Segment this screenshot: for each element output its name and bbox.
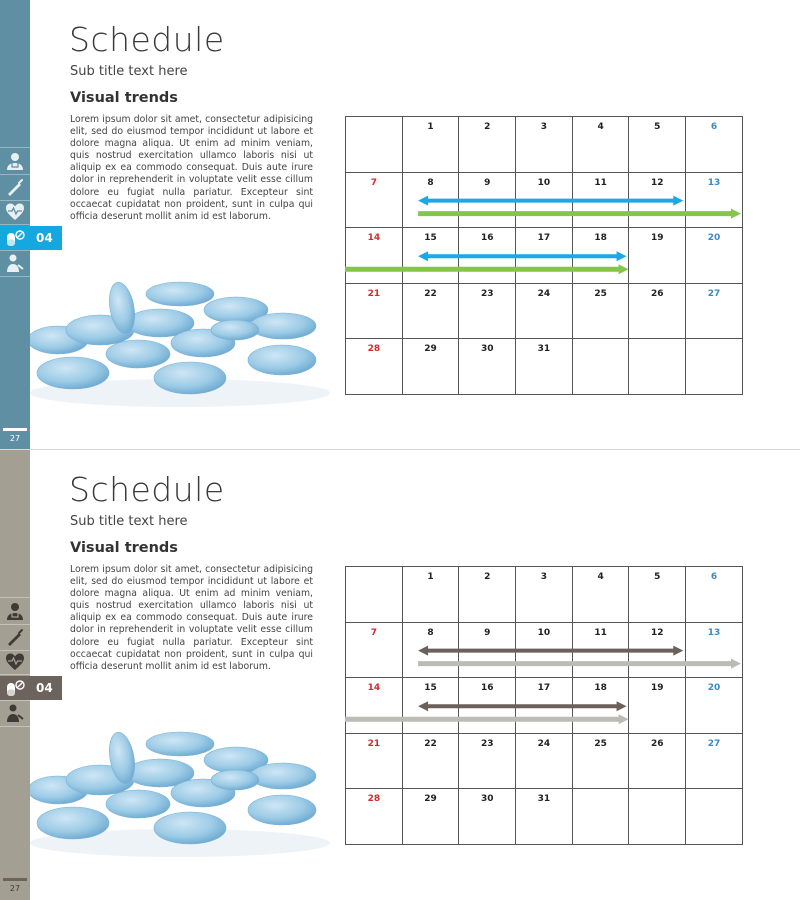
- section-heading: Visual trends: [70, 540, 178, 556]
- calendar-cell: 11: [572, 172, 629, 228]
- calendar-week: [346, 789, 743, 845]
- nav-divider: [0, 224, 30, 225]
- calendar-cell: 4: [572, 117, 629, 173]
- calendar-cell: 7: [346, 622, 403, 678]
- calendar-cell: 13: [686, 172, 743, 228]
- calendar-cell: 1: [402, 567, 459, 623]
- calendar-cell: 27: [686, 283, 743, 339]
- calendar-cell: [346, 117, 403, 173]
- sidebar: [0, 450, 53, 900]
- body-paragraph: Lorem ipsum dolor sit amet, consectetur adipisicing elit, sed do eiusmod tempor incididunt ut labore et dolore magna aliqua. Ut enim ad minim veniam, quis nostrud exercitation ullamco laboris nisi ut aliquip ex ea commodo consequat. Duis aute irure dolor in reprehenderit in voluptate velit esse cillum dolore eu fugiat nulla pariatur. Excepteur sint occaecat cupidatat non proident, sunt in culpa qui officia deserunt mollit anim id est laborum.: [70, 564, 313, 672]
- calendar-cell: 3: [516, 567, 573, 623]
- calendar-cell: 30: [459, 339, 516, 395]
- nav-divider: [0, 597, 30, 598]
- calendar-week: [346, 283, 743, 339]
- calendar-cell: 20: [686, 228, 743, 284]
- scalpel-icon[interactable]: [3, 176, 27, 198]
- calendar-grid: [345, 566, 743, 845]
- nav-divider: [0, 726, 30, 727]
- patient-icon[interactable]: [3, 252, 27, 274]
- pills-icon: [0, 226, 30, 250]
- nav-divider: [0, 700, 30, 701]
- page-indicator-bar: [3, 878, 27, 881]
- calendar-cell: 7: [346, 172, 403, 228]
- pills-icon: [0, 676, 30, 700]
- calendar-cell: 17: [516, 228, 573, 284]
- active-nav-number: 04: [36, 231, 53, 245]
- heart-pulse-icon[interactable]: [3, 651, 27, 673]
- scalpel-icon[interactable]: [3, 626, 27, 648]
- slide-2: [0, 450, 800, 900]
- calendar-cell: 28: [346, 789, 403, 845]
- calendar-cell: 25: [572, 733, 629, 789]
- calendar-cell: [572, 789, 629, 845]
- calendar-cell: 5: [629, 567, 686, 623]
- nav-item-active[interactable]: [0, 676, 62, 700]
- calendar-cell: 29: [402, 339, 459, 395]
- calendar-cell: 18: [572, 228, 629, 284]
- page-subtitle: Sub title text here: [70, 64, 188, 79]
- nav-divider: [0, 276, 30, 277]
- calendar-cell: 11: [572, 622, 629, 678]
- calendar-cell: 21: [346, 283, 403, 339]
- calendar-cell: 27: [686, 733, 743, 789]
- sidebar: [0, 0, 53, 450]
- patient-icon[interactable]: [3, 702, 27, 724]
- calendar-cell: 10: [516, 622, 573, 678]
- calendar-cell: 6: [686, 567, 743, 623]
- active-nav-number: 04: [36, 681, 53, 695]
- calendar-cell: 14: [346, 228, 403, 284]
- page-title: Schedule: [69, 20, 225, 59]
- calendar-cell: 2: [459, 117, 516, 173]
- calendar-cell: 12: [629, 172, 686, 228]
- page-title: Schedule: [69, 470, 225, 509]
- calendar-cell: 13: [686, 622, 743, 678]
- nav-divider: [0, 147, 30, 148]
- calendar-cell: 15: [402, 228, 459, 284]
- calendar-cell: 19: [629, 678, 686, 734]
- calendar-week: [346, 567, 743, 623]
- calendar-cell: 16: [459, 228, 516, 284]
- doctor-icon[interactable]: [3, 600, 27, 622]
- doctor-icon[interactable]: [3, 150, 27, 172]
- calendar-cell: [572, 339, 629, 395]
- calendar-cell: 23: [459, 733, 516, 789]
- calendar-cell: 28: [346, 339, 403, 395]
- page-subtitle: Sub title text here: [70, 514, 188, 529]
- section-heading: Visual trends: [70, 90, 178, 106]
- calendar-cell: 6: [686, 117, 743, 173]
- calendar-cell: 22: [402, 733, 459, 789]
- calendar-cell: 22: [402, 283, 459, 339]
- calendar-grid: [345, 116, 743, 395]
- calendar-cell: 3: [516, 117, 573, 173]
- calendar-cell: 21: [346, 733, 403, 789]
- calendar-cell: 14: [346, 678, 403, 734]
- calendar-cell: 8: [402, 172, 459, 228]
- calendar-week: [346, 622, 743, 678]
- calendar-week: [346, 339, 743, 395]
- body-paragraph: Lorem ipsum dolor sit amet, consectetur adipisicing elit, sed do eiusmod tempor incididunt ut labore et dolore magna aliqua. Ut enim ad minim veniam, quis nostrud exercitation ullamco laboris nisi ut aliquip ex ea commodo consequat. Duis aute irure dolor in reprehenderit in voluptate velit esse cillum dolore eu fugiat nulla pariatur. Excepteur sint occaecat cupidatat non proident, sunt in culpa qui officia deserunt mollit anim id est laborum.: [70, 114, 313, 222]
- calendar-cell: [629, 339, 686, 395]
- calendar-cell: 18: [572, 678, 629, 734]
- calendar-cell: 4: [572, 567, 629, 623]
- calendar-cell: 31: [516, 339, 573, 395]
- heart-pulse-icon[interactable]: [3, 201, 27, 223]
- calendar-cell: 24: [516, 283, 573, 339]
- calendar-cell: [686, 789, 743, 845]
- calendar-cell: 29: [402, 789, 459, 845]
- calendar-cell: 25: [572, 283, 629, 339]
- nav-divider: [0, 174, 30, 175]
- calendar-cell: 20: [686, 678, 743, 734]
- nav-divider: [0, 624, 30, 625]
- page-indicator-bar: [3, 428, 27, 431]
- calendar-cell: 24: [516, 733, 573, 789]
- calendar-cell: 2: [459, 567, 516, 623]
- calendar-week: [346, 678, 743, 734]
- calendar-cell: 8: [402, 622, 459, 678]
- calendar-cell: 15: [402, 678, 459, 734]
- calendar-cell: 26: [629, 283, 686, 339]
- calendar-cell: 12: [629, 622, 686, 678]
- calendar-week: [346, 172, 743, 228]
- calendar-cell: 5: [629, 117, 686, 173]
- calendar-week: [346, 117, 743, 173]
- pills-image: [30, 718, 335, 860]
- calendar-cell: [629, 789, 686, 845]
- calendar-cell: 23: [459, 283, 516, 339]
- nav-item-active[interactable]: [0, 226, 62, 250]
- calendar-cell: 26: [629, 733, 686, 789]
- calendar-cell: [686, 339, 743, 395]
- calendar-week: [346, 228, 743, 284]
- calendar-cell: 31: [516, 789, 573, 845]
- nav-divider: [0, 250, 30, 251]
- nav-divider: [0, 674, 30, 675]
- page-number: 27: [9, 434, 21, 443]
- calendar-cell: 16: [459, 678, 516, 734]
- calendar-cell: 9: [459, 172, 516, 228]
- calendar-cell: 10: [516, 172, 573, 228]
- calendar-cell: [346, 567, 403, 623]
- calendar-cell: 17: [516, 678, 573, 734]
- calendar-cell: 1: [402, 117, 459, 173]
- calendar-week: [346, 733, 743, 789]
- pills-image: [30, 268, 335, 410]
- calendar-cell: 19: [629, 228, 686, 284]
- page-number: 27: [9, 884, 21, 893]
- calendar-cell: 9: [459, 622, 516, 678]
- calendar-cell: 30: [459, 789, 516, 845]
